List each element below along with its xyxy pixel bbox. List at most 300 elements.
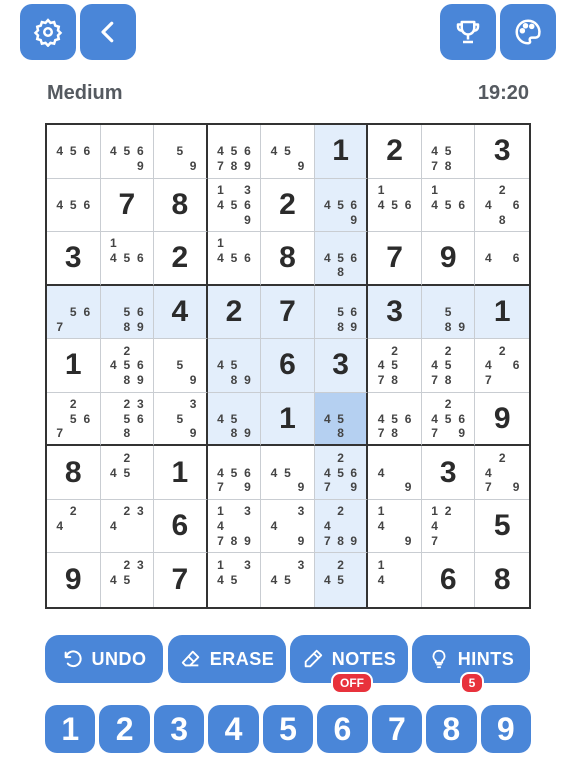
note-digit: 2 xyxy=(498,343,506,358)
note-digit xyxy=(134,480,148,495)
note-digit: 7 xyxy=(56,319,64,334)
cell-notes xyxy=(267,557,308,603)
note-digit: 4 xyxy=(217,519,224,534)
note-digit xyxy=(401,465,415,480)
note-digit: 9 xyxy=(244,373,251,388)
board-cell-r9c2[interactable] xyxy=(101,553,155,607)
note-digit: 8 xyxy=(444,319,452,334)
note-digit xyxy=(160,159,173,174)
note-digit: 9 xyxy=(350,480,358,495)
note-digit xyxy=(241,236,255,251)
note-digit: 4 xyxy=(270,144,278,159)
note-digit: 4 xyxy=(431,358,438,373)
board-cell-r1c9[interactable] xyxy=(475,125,529,179)
note-digit xyxy=(321,265,334,280)
note-digit xyxy=(134,343,148,358)
note-digit: 2 xyxy=(337,450,344,465)
note-digit xyxy=(441,290,455,305)
note-digit: 6 xyxy=(404,411,412,426)
note-digit: 5 xyxy=(69,197,77,212)
cell-value: 9 xyxy=(64,563,82,597)
note-digit: 2 xyxy=(498,450,506,465)
board-cell-r9c6[interactable] xyxy=(315,553,369,607)
note-digit: 5 xyxy=(337,304,344,319)
note-digit xyxy=(120,129,134,144)
cell-value: 9 xyxy=(439,240,457,274)
note-digit: 2 xyxy=(498,182,506,197)
board-cell-r6c9[interactable] xyxy=(475,393,529,447)
board-cell-r2c1[interactable] xyxy=(47,179,101,233)
note-digit xyxy=(241,343,255,358)
note-digit xyxy=(281,129,295,144)
board-cell-r3c9[interactable] xyxy=(475,232,529,286)
note-digit xyxy=(401,373,415,388)
note-digit: 7 xyxy=(56,426,64,441)
board-cell-r5c8[interactable] xyxy=(422,339,476,393)
board-cell-r7c8[interactable] xyxy=(422,446,476,500)
note-digit: 4 xyxy=(377,465,385,480)
note-digit: 4 xyxy=(324,250,331,265)
note-digit xyxy=(401,358,415,373)
note-digit: 8 xyxy=(498,212,506,227)
undo-button[interactable] xyxy=(45,635,163,683)
note-digit xyxy=(53,305,67,320)
board-cell-r1c6[interactable] xyxy=(315,125,369,179)
board-cell-r5c6[interactable] xyxy=(315,339,369,393)
note-digit xyxy=(53,411,67,426)
board-cell-r4c4[interactable] xyxy=(208,286,262,340)
board-cell-r6c3[interactable] xyxy=(154,393,208,447)
board-cell-r7c1[interactable] xyxy=(47,446,101,500)
board-cell-r2c8[interactable] xyxy=(422,179,476,233)
board-cell-r6c8[interactable] xyxy=(422,393,476,447)
note-digit xyxy=(374,534,388,549)
erase-label: ERASE xyxy=(209,648,275,669)
board-cell-r4c2[interactable] xyxy=(101,286,155,340)
note-digit xyxy=(107,373,121,388)
board-cell-r6c5[interactable] xyxy=(261,393,315,447)
board-cell-r5c9[interactable] xyxy=(475,339,529,393)
theme-button[interactable] xyxy=(500,4,556,60)
note-digit: 4 xyxy=(485,250,492,265)
note-digit xyxy=(173,343,186,358)
board-cell-r1c3[interactable] xyxy=(154,125,208,179)
note-digit xyxy=(321,557,334,572)
note-digit: 9 xyxy=(244,534,251,548)
board-cell-r7c2[interactable] xyxy=(101,446,155,500)
note-digit xyxy=(107,129,121,144)
cell-notes xyxy=(374,557,415,603)
note-digit xyxy=(388,557,402,572)
note-digit xyxy=(267,159,281,174)
note-digit: 6 xyxy=(136,304,144,319)
note-digit xyxy=(80,397,94,412)
note-digit: 9 xyxy=(189,373,197,388)
board-cell-r3c4[interactable] xyxy=(208,232,262,286)
note-digit: 6 xyxy=(136,411,144,426)
note-digit xyxy=(80,159,94,174)
gear-icon xyxy=(33,17,63,47)
board-cell-r9c3[interactable] xyxy=(154,553,208,607)
board-cell-r2c7[interactable] xyxy=(368,179,422,233)
cell-notes xyxy=(107,236,148,280)
note-digit: 5 xyxy=(123,411,131,426)
note-digit xyxy=(374,343,388,358)
note-digit: 7 xyxy=(431,534,438,548)
note-digit: 7 xyxy=(485,480,492,495)
note-digit xyxy=(294,588,308,603)
note-digit: 7 xyxy=(217,534,224,548)
note-digit: 6 xyxy=(458,411,465,426)
note-digit xyxy=(401,397,415,412)
board-cell-r2c3[interactable] xyxy=(154,179,208,233)
board-cell-r8c8[interactable] xyxy=(422,500,476,554)
note-digit: 5 xyxy=(123,250,131,265)
note-digit xyxy=(107,397,121,412)
board-cell-r9c9[interactable] xyxy=(475,553,529,607)
note-digit xyxy=(321,397,334,412)
note-digit: 9 xyxy=(297,159,305,174)
note-digit: 5 xyxy=(284,465,291,480)
cell-notes xyxy=(481,450,523,495)
board-cell-r9c5[interactable] xyxy=(261,553,315,607)
board-cell-r3c8[interactable] xyxy=(422,232,476,286)
note-digit: 6 xyxy=(350,465,358,480)
note-digit xyxy=(481,343,495,358)
note-digit xyxy=(374,588,388,603)
note-digit xyxy=(107,343,121,358)
note-digit xyxy=(53,504,67,519)
board-cell-r3c6[interactable] xyxy=(315,232,369,286)
note-digit xyxy=(455,183,469,198)
board-cell-r8c5[interactable] xyxy=(261,500,315,554)
note-digit xyxy=(186,358,199,373)
note-digit xyxy=(401,450,415,465)
cell-notes xyxy=(214,504,255,549)
board-cell-r7c7[interactable] xyxy=(368,446,422,500)
note-digit xyxy=(80,319,94,334)
note-digit: 8 xyxy=(123,319,131,334)
board-cell-r7c3[interactable] xyxy=(154,446,208,500)
board-cell-r4c6[interactable] xyxy=(315,286,369,340)
note-digit xyxy=(347,573,360,588)
cell-notes xyxy=(321,290,361,335)
note-digit: 5 xyxy=(337,411,344,426)
cell-value: 8 xyxy=(279,240,296,274)
note-digit: 6 xyxy=(404,197,412,212)
board-cell-r9c7[interactable] xyxy=(368,553,422,607)
note-digit xyxy=(134,426,148,441)
note-digit: 8 xyxy=(444,159,452,174)
note-digit: 4 xyxy=(109,358,117,373)
board-cell-r5c4[interactable] xyxy=(208,339,262,393)
note-digit: 7 xyxy=(431,373,438,388)
note-digit xyxy=(321,319,334,334)
note-digit xyxy=(67,290,81,305)
board-cell-r1c7[interactable] xyxy=(368,125,422,179)
note-digit xyxy=(481,236,495,251)
note-digit xyxy=(455,144,469,159)
board-cell-r6c4[interactable] xyxy=(208,393,262,447)
note-digit: 4 xyxy=(217,358,224,373)
board-cell-r9c4[interactable] xyxy=(208,553,262,607)
note-digit: 5 xyxy=(444,411,452,426)
note-digit xyxy=(321,504,334,519)
undo-label: UNDO xyxy=(91,648,147,669)
number-button-3[interactable]: 3 xyxy=(154,705,204,753)
note-digit xyxy=(441,534,455,549)
trophy-button[interactable] xyxy=(440,4,496,60)
board-cell-r1c5[interactable] xyxy=(261,125,315,179)
note-digit xyxy=(388,212,402,227)
board-cell-r4c9[interactable] xyxy=(475,286,529,340)
board-cell-r5c5[interactable] xyxy=(261,339,315,393)
note-digit xyxy=(388,519,402,534)
note-digit: 2 xyxy=(123,343,131,358)
note-digit: 6 xyxy=(512,197,520,212)
note-digit xyxy=(160,358,173,373)
note-digit: 7 xyxy=(324,480,331,495)
note-digit xyxy=(455,212,469,227)
cell-value: 7 xyxy=(118,187,136,221)
note-digit xyxy=(107,411,121,426)
cell-value: 3 xyxy=(493,134,511,168)
number-button-2[interactable]: 2 xyxy=(99,705,149,753)
board-cell-r2c4[interactable] xyxy=(208,179,262,233)
note-digit xyxy=(53,212,67,227)
note-digit xyxy=(80,426,94,441)
note-digit xyxy=(80,504,94,519)
board-cell-r2c5[interactable] xyxy=(261,179,315,233)
number-button-6[interactable]: 6 xyxy=(317,705,367,753)
board-cell-r1c1[interactable] xyxy=(47,125,101,179)
note-digit xyxy=(80,129,94,144)
note-digit xyxy=(455,397,469,412)
note-digit: 3 xyxy=(136,504,144,519)
note-digit: 6 xyxy=(350,250,358,265)
note-digit: 9 xyxy=(404,534,412,548)
board-cell-r5c3[interactable] xyxy=(154,339,208,393)
note-digit xyxy=(347,236,360,251)
pencil-icon xyxy=(302,648,324,670)
note-digit xyxy=(173,426,186,441)
number-button-4[interactable]: 4 xyxy=(208,705,258,753)
board-cell-r6c2[interactable] xyxy=(101,393,155,447)
note-digit: 8 xyxy=(230,159,238,174)
note-digit xyxy=(441,183,455,198)
board-cell-r7c5[interactable] xyxy=(261,446,315,500)
note-digit xyxy=(267,534,281,549)
board-cell-r3c3[interactable] xyxy=(154,232,208,286)
note-digit xyxy=(186,144,199,159)
board-cell-r2c9[interactable] xyxy=(475,179,529,233)
erase-button[interactable] xyxy=(168,635,286,683)
note-digit: 9 xyxy=(244,159,251,174)
number-button-7[interactable]: 7 xyxy=(372,705,422,753)
cell-notes xyxy=(214,450,255,495)
note-digit: 2 xyxy=(444,343,452,358)
note-digit xyxy=(388,573,402,588)
number-button-5[interactable]: 5 xyxy=(263,705,313,753)
board-cell-r4c5[interactable] xyxy=(261,286,315,340)
board-cell-r8c4[interactable] xyxy=(208,500,262,554)
number-button-9[interactable]: 9 xyxy=(481,705,531,753)
note-digit xyxy=(267,557,281,572)
note-digit xyxy=(227,236,241,251)
board-cell-r6c7[interactable] xyxy=(368,393,422,447)
board-cell-r7c4[interactable] xyxy=(208,446,262,500)
board-cell-r6c1[interactable] xyxy=(47,393,101,447)
note-digit xyxy=(107,426,121,441)
cell-notes xyxy=(53,290,94,335)
board-cell-r7c6[interactable] xyxy=(315,446,369,500)
note-digit xyxy=(107,450,121,465)
sudoku-board xyxy=(45,123,531,609)
board-cell-r7c9[interactable] xyxy=(475,446,529,500)
board-cell-r3c5[interactable] xyxy=(261,232,315,286)
note-digit: 4 xyxy=(217,250,224,265)
note-digit: 6 xyxy=(350,197,358,212)
board-cell-r9c8[interactable] xyxy=(422,553,476,607)
note-digit: 6 xyxy=(458,197,465,212)
board-cell-r8c1[interactable] xyxy=(47,500,101,554)
note-digit xyxy=(160,426,173,441)
note-digit: 1 xyxy=(377,182,385,197)
note-digit xyxy=(120,519,134,534)
trophy-icon xyxy=(453,17,483,47)
cell-value: 2 xyxy=(225,294,243,328)
board-cell-r3c7[interactable] xyxy=(368,232,422,286)
board-cell-r1c8[interactable] xyxy=(422,125,476,179)
note-digit xyxy=(160,129,173,144)
cell-notes xyxy=(214,557,255,603)
note-digit xyxy=(455,519,469,534)
note-digit xyxy=(294,573,308,588)
note-digit: 7 xyxy=(431,159,438,174)
note-digit: 5 xyxy=(337,197,344,212)
note-digit: 5 xyxy=(230,465,238,480)
number-button-1[interactable]: 1 xyxy=(45,705,95,753)
note-digit xyxy=(428,319,442,334)
cell-notes xyxy=(107,397,148,441)
note-digit: 4 xyxy=(485,358,492,373)
note-digit: 9 xyxy=(136,159,144,174)
cell-value: 6 xyxy=(171,509,189,543)
note-digit xyxy=(495,465,509,480)
board-cell-r8c2[interactable] xyxy=(101,500,155,554)
note-digit xyxy=(321,588,334,603)
note-digit xyxy=(455,305,469,320)
note-digit xyxy=(401,519,415,534)
board-cell-r3c2[interactable] xyxy=(101,232,155,286)
note-digit xyxy=(267,504,281,519)
note-digit xyxy=(388,450,402,465)
note-digit: 4 xyxy=(217,573,224,588)
board-cell-r4c1[interactable] xyxy=(47,286,101,340)
note-digit: 9 xyxy=(189,426,197,441)
note-digit xyxy=(294,465,308,480)
board-cell-r5c1[interactable] xyxy=(47,339,101,393)
board-cell-r5c7[interactable] xyxy=(368,339,422,393)
board-cell-r6c6[interactable] xyxy=(315,393,369,447)
note-digit xyxy=(67,519,81,534)
note-digit xyxy=(321,212,334,227)
note-digit: 5 xyxy=(391,197,398,212)
note-digit: 8 xyxy=(391,373,398,388)
note-digit: 4 xyxy=(324,573,331,588)
note-digit: 8 xyxy=(230,373,238,388)
note-digit xyxy=(214,212,228,227)
board-cell-r3c1[interactable] xyxy=(47,232,101,286)
cell-value: 8 xyxy=(171,187,189,221)
note-digit xyxy=(241,588,255,603)
notes-label: NOTES xyxy=(331,648,397,669)
cell-notes xyxy=(374,397,415,441)
note-digit: 4 xyxy=(324,197,331,212)
board-cell-r2c2[interactable] xyxy=(101,179,155,233)
note-digit: 5 xyxy=(123,465,131,480)
note-digit: 1 xyxy=(217,504,224,519)
note-digit: 2 xyxy=(123,504,131,519)
note-digit xyxy=(241,397,255,412)
note-digit xyxy=(401,183,415,198)
note-digit: 9 xyxy=(458,319,465,334)
note-digit xyxy=(334,290,347,305)
note-digit xyxy=(388,397,402,412)
cell-notes xyxy=(321,397,361,441)
note-digit xyxy=(347,426,360,441)
note-digit xyxy=(214,265,228,280)
board-cell-r4c7[interactable] xyxy=(368,286,422,340)
cell-notes xyxy=(481,236,523,280)
note-digit xyxy=(120,265,134,280)
note-digit xyxy=(294,144,308,159)
note-digit: 1 xyxy=(377,504,385,519)
note-digit xyxy=(134,573,148,588)
board-cell-r4c3[interactable] xyxy=(154,286,208,340)
number-button-8[interactable]: 8 xyxy=(426,705,476,753)
note-digit: 3 xyxy=(244,558,251,573)
note-digit xyxy=(120,480,134,495)
note-digit: 5 xyxy=(337,465,344,480)
note-digit xyxy=(388,465,402,480)
board-cell-r8c9[interactable] xyxy=(475,500,529,554)
note-digit: 2 xyxy=(123,397,131,412)
board-cell-r8c3[interactable] xyxy=(154,500,208,554)
board-cell-r2c6[interactable] xyxy=(315,179,369,233)
cell-value: 2 xyxy=(171,240,189,274)
cell-notes xyxy=(160,397,200,441)
note-digit: 2 xyxy=(123,450,131,465)
note-digit xyxy=(401,426,415,441)
board-cell-r9c1[interactable] xyxy=(47,553,101,607)
note-digit xyxy=(134,534,148,549)
board-cell-r5c2[interactable] xyxy=(101,339,155,393)
cell-notes xyxy=(107,343,148,388)
board-cell-r1c2[interactable] xyxy=(101,125,155,179)
note-digit: 9 xyxy=(297,534,305,548)
board-cell-r1c4[interactable] xyxy=(208,125,262,179)
board-cell-r4c8[interactable] xyxy=(422,286,476,340)
settings-button[interactable] xyxy=(20,4,76,60)
board-cell-r8c7[interactable] xyxy=(368,500,422,554)
note-digit xyxy=(67,183,81,198)
note-digit: 5 xyxy=(337,250,344,265)
back-button[interactable] xyxy=(80,4,136,60)
note-digit xyxy=(321,290,334,305)
board-cell-r8c6[interactable] xyxy=(315,500,369,554)
cell-value: 8 xyxy=(493,563,511,597)
